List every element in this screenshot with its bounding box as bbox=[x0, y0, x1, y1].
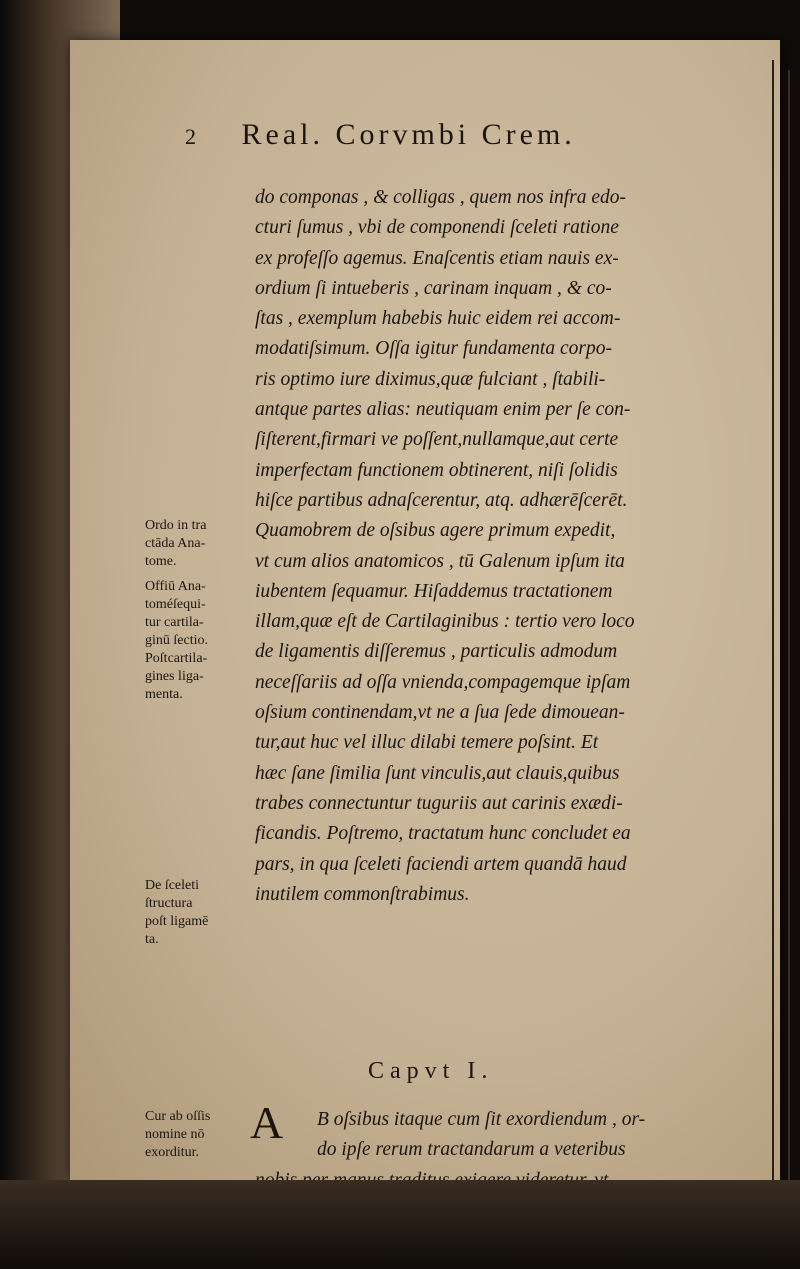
margin-line: gines liga- bbox=[145, 669, 204, 684]
text-line: modatiſsimum. Oſſa igitur fundamenta corpo- bbox=[255, 338, 612, 360]
text-line: trabes connectuntur tuguriis aut carinis exædi- bbox=[255, 792, 623, 814]
margin-line: De ſceleti bbox=[145, 878, 200, 893]
page-edge-line-outer bbox=[788, 70, 790, 1180]
margin-line: tur cartila- bbox=[145, 615, 204, 630]
text-line: tur,aut huc vel illuc dilabi temere poſsint. Et bbox=[255, 732, 599, 754]
text-line: imperfectam functionem obtinerent, niſi ſolidis bbox=[255, 459, 618, 481]
margin-line: ctāda Ana- bbox=[145, 536, 206, 551]
margin-line: ginū ſectio. bbox=[145, 633, 208, 648]
margin-line: ſtructura bbox=[145, 896, 193, 911]
text-line: do ipſe rerum tractandarum a veteribus bbox=[317, 1139, 626, 1161]
margin-line: Ordo in tra bbox=[145, 518, 207, 533]
text-line: ſtas , exemplum habebis huic eidem rei accom- bbox=[255, 308, 621, 330]
margin-note-bones bbox=[145, 578, 260, 704]
text-line: pars, in qua ſceleti faciendi artem quandā haud bbox=[255, 853, 627, 875]
margin-note-order bbox=[145, 517, 260, 571]
page-number: 2 bbox=[185, 124, 200, 149]
text-line: antque partes alias: neutiquam enim per ſe con- bbox=[255, 399, 631, 421]
margin-line: Poſtcartila- bbox=[145, 651, 208, 666]
margin-line: Cur ab oſſis bbox=[145, 1109, 211, 1124]
text-line: illam,quæ eſt de Cartilaginibus : tertio vero loco bbox=[255, 611, 635, 633]
chapter-heading: Capvt I. bbox=[368, 1058, 494, 1084]
text-line: neceſſariis ad oſſa vnienda,compagemque ipſam bbox=[255, 671, 631, 693]
text-line: inutilem commonſtrabimus. bbox=[255, 883, 470, 905]
text-line: ex profeſſo agemus. Enaſcentis etiam nauis ex- bbox=[255, 247, 619, 269]
margin-line: tome. bbox=[145, 554, 177, 569]
main-text bbox=[255, 183, 775, 910]
margin-line: nomine nō bbox=[145, 1127, 205, 1142]
margin-note-exordium bbox=[145, 1108, 260, 1162]
text-line: cturi ſumus , vbi de componendi ſceleti ratione bbox=[255, 217, 619, 239]
text-line: de ligamentis diſſeremus , particulis admodum bbox=[255, 641, 618, 663]
text-line: ordium ſi intueberis , carinam inquam , & co- bbox=[255, 277, 612, 299]
margin-line: ta. bbox=[145, 932, 159, 947]
text-line: vt cum alios anatomicos , tū Galenum ipſum ita bbox=[255, 550, 625, 572]
text-line: hæc ſane ſimilia ſunt vinculis,aut clauis,quibus bbox=[255, 762, 620, 784]
text-line: oſsium continendam,vt ne a ſua ſede dimouean- bbox=[255, 702, 625, 724]
page-bottom-shadow bbox=[0, 1180, 800, 1269]
running-header bbox=[185, 118, 745, 158]
running-title: Real. Corvmbi Crem. bbox=[241, 118, 576, 151]
margin-line: toméſequi- bbox=[145, 597, 206, 612]
drop-initial: A bbox=[250, 1097, 284, 1148]
text-line: ficandis. Poſtremo, tractatum hunc concludet ea bbox=[255, 823, 631, 845]
text-line: iubentem ſequamur. Hiſaddemus tractationem bbox=[255, 580, 613, 602]
text-line: ris optimo iure diximus,quæ fulciant , ſtabili- bbox=[255, 368, 606, 390]
text-line: hiſce partibus adnaſcerentur, atq. adhærēſcerēt. bbox=[255, 489, 628, 511]
text-line: ſiſterent,firmari ve poſſent,nullamque,aut certe bbox=[255, 429, 619, 451]
margin-note-skeleton bbox=[145, 877, 260, 949]
margin-line: Offiū Ana- bbox=[145, 579, 206, 594]
margin-line: menta. bbox=[145, 687, 183, 702]
margin-line: poſt ligamē bbox=[145, 914, 209, 929]
text-line: B oſsibus itaque cum ſit exordiendum , or- bbox=[317, 1109, 646, 1130]
margin-line: exorditur. bbox=[145, 1145, 200, 1160]
text-line: do componas , & colligas , quem nos infra edo- bbox=[255, 187, 627, 208]
text-line: Quamobrem de oſsibus agere primum expedit, bbox=[255, 520, 616, 542]
